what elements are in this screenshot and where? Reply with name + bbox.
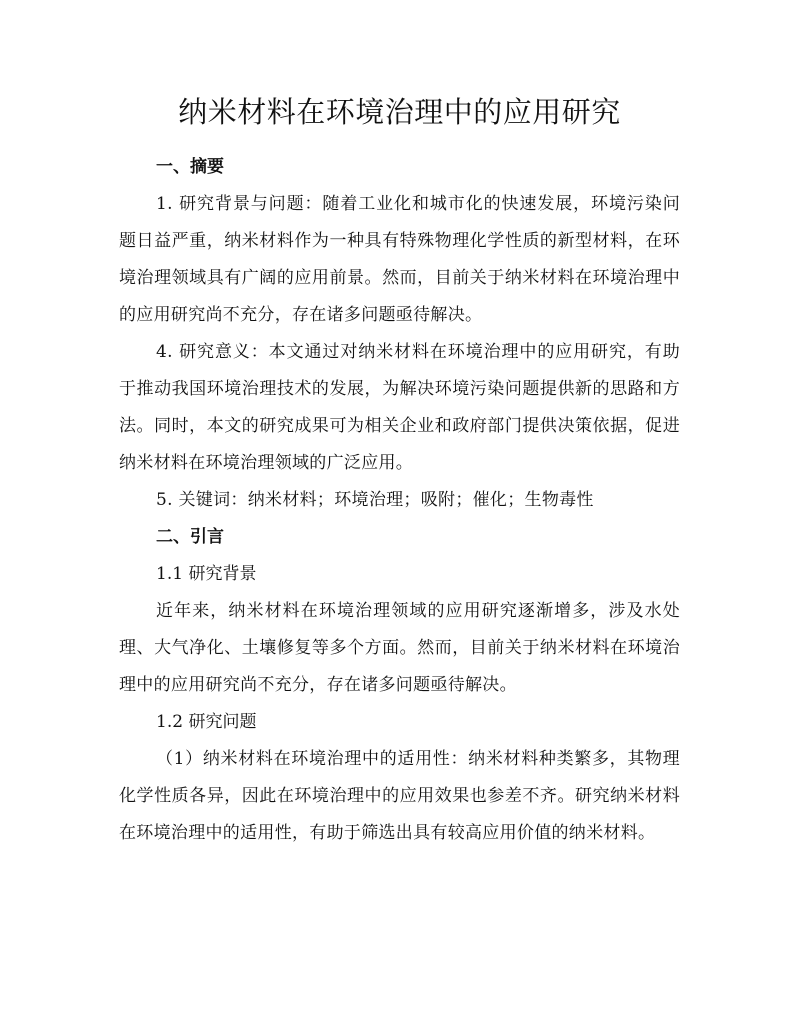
subheading-research-background: 1.1 研究背景 xyxy=(156,564,257,584)
subheading-research-problems: 1.2 研究问题 xyxy=(156,712,257,732)
abstract-significance-paragraph: 4. 研究意义：本文通过对纳米材料在环境治理中的应用研究，有助于推动我国环境治理技术的发展，为解决环境污染问题提供新的思路和方法。同时，本文的研究成果可为相关企业和政府部门提供决策依据，促进纳米材料在环境治理领域的广泛应用。 xyxy=(119,342,680,473)
document-title: 纳米材料在环境治理中的应用研究 xyxy=(178,95,621,129)
section-heading-abstract: 一、摘要 xyxy=(156,157,224,177)
abstract-background-paragraph: 1. 研究背景与问题：随着工业化和城市化的快速发展，环境污染问题日益严重，纳米材料作为一种具有特殊物理化学性质的新型材料，在环境治理领域具有广阔的应用前景。然而，目前关于纳米材料在环境治理中的应用研究尚不充分，存在诸多问题亟待解决。 xyxy=(119,194,680,325)
abstract-keywords-paragraph: 5. 关键词：纳米材料；环境治理；吸附；催化；生物毒性 xyxy=(156,490,594,510)
research-background-paragraph: 近年来，纳米材料在环境治理领域的应用研究逐渐增多，涉及水处理、大气净化、土壤修复等多个方面。然而，目前关于纳米材料在环境治理中的应用研究尚不充分，存在诸多问题亟待解决。 xyxy=(119,601,680,695)
section-heading-introduction: 二、引言 xyxy=(156,527,224,547)
research-problem-item-1: （1）纳米材料在环境治理中的适用性：纳米材料种类繁多，其物理化学性质各异，因此在环境治理中的应用效果也参差不齐。研究纳米材料在环境治理中的适用性，有助于筛选出具有较高应用价值的纳米材料。 xyxy=(119,749,680,843)
document-body xyxy=(119,149,680,852)
